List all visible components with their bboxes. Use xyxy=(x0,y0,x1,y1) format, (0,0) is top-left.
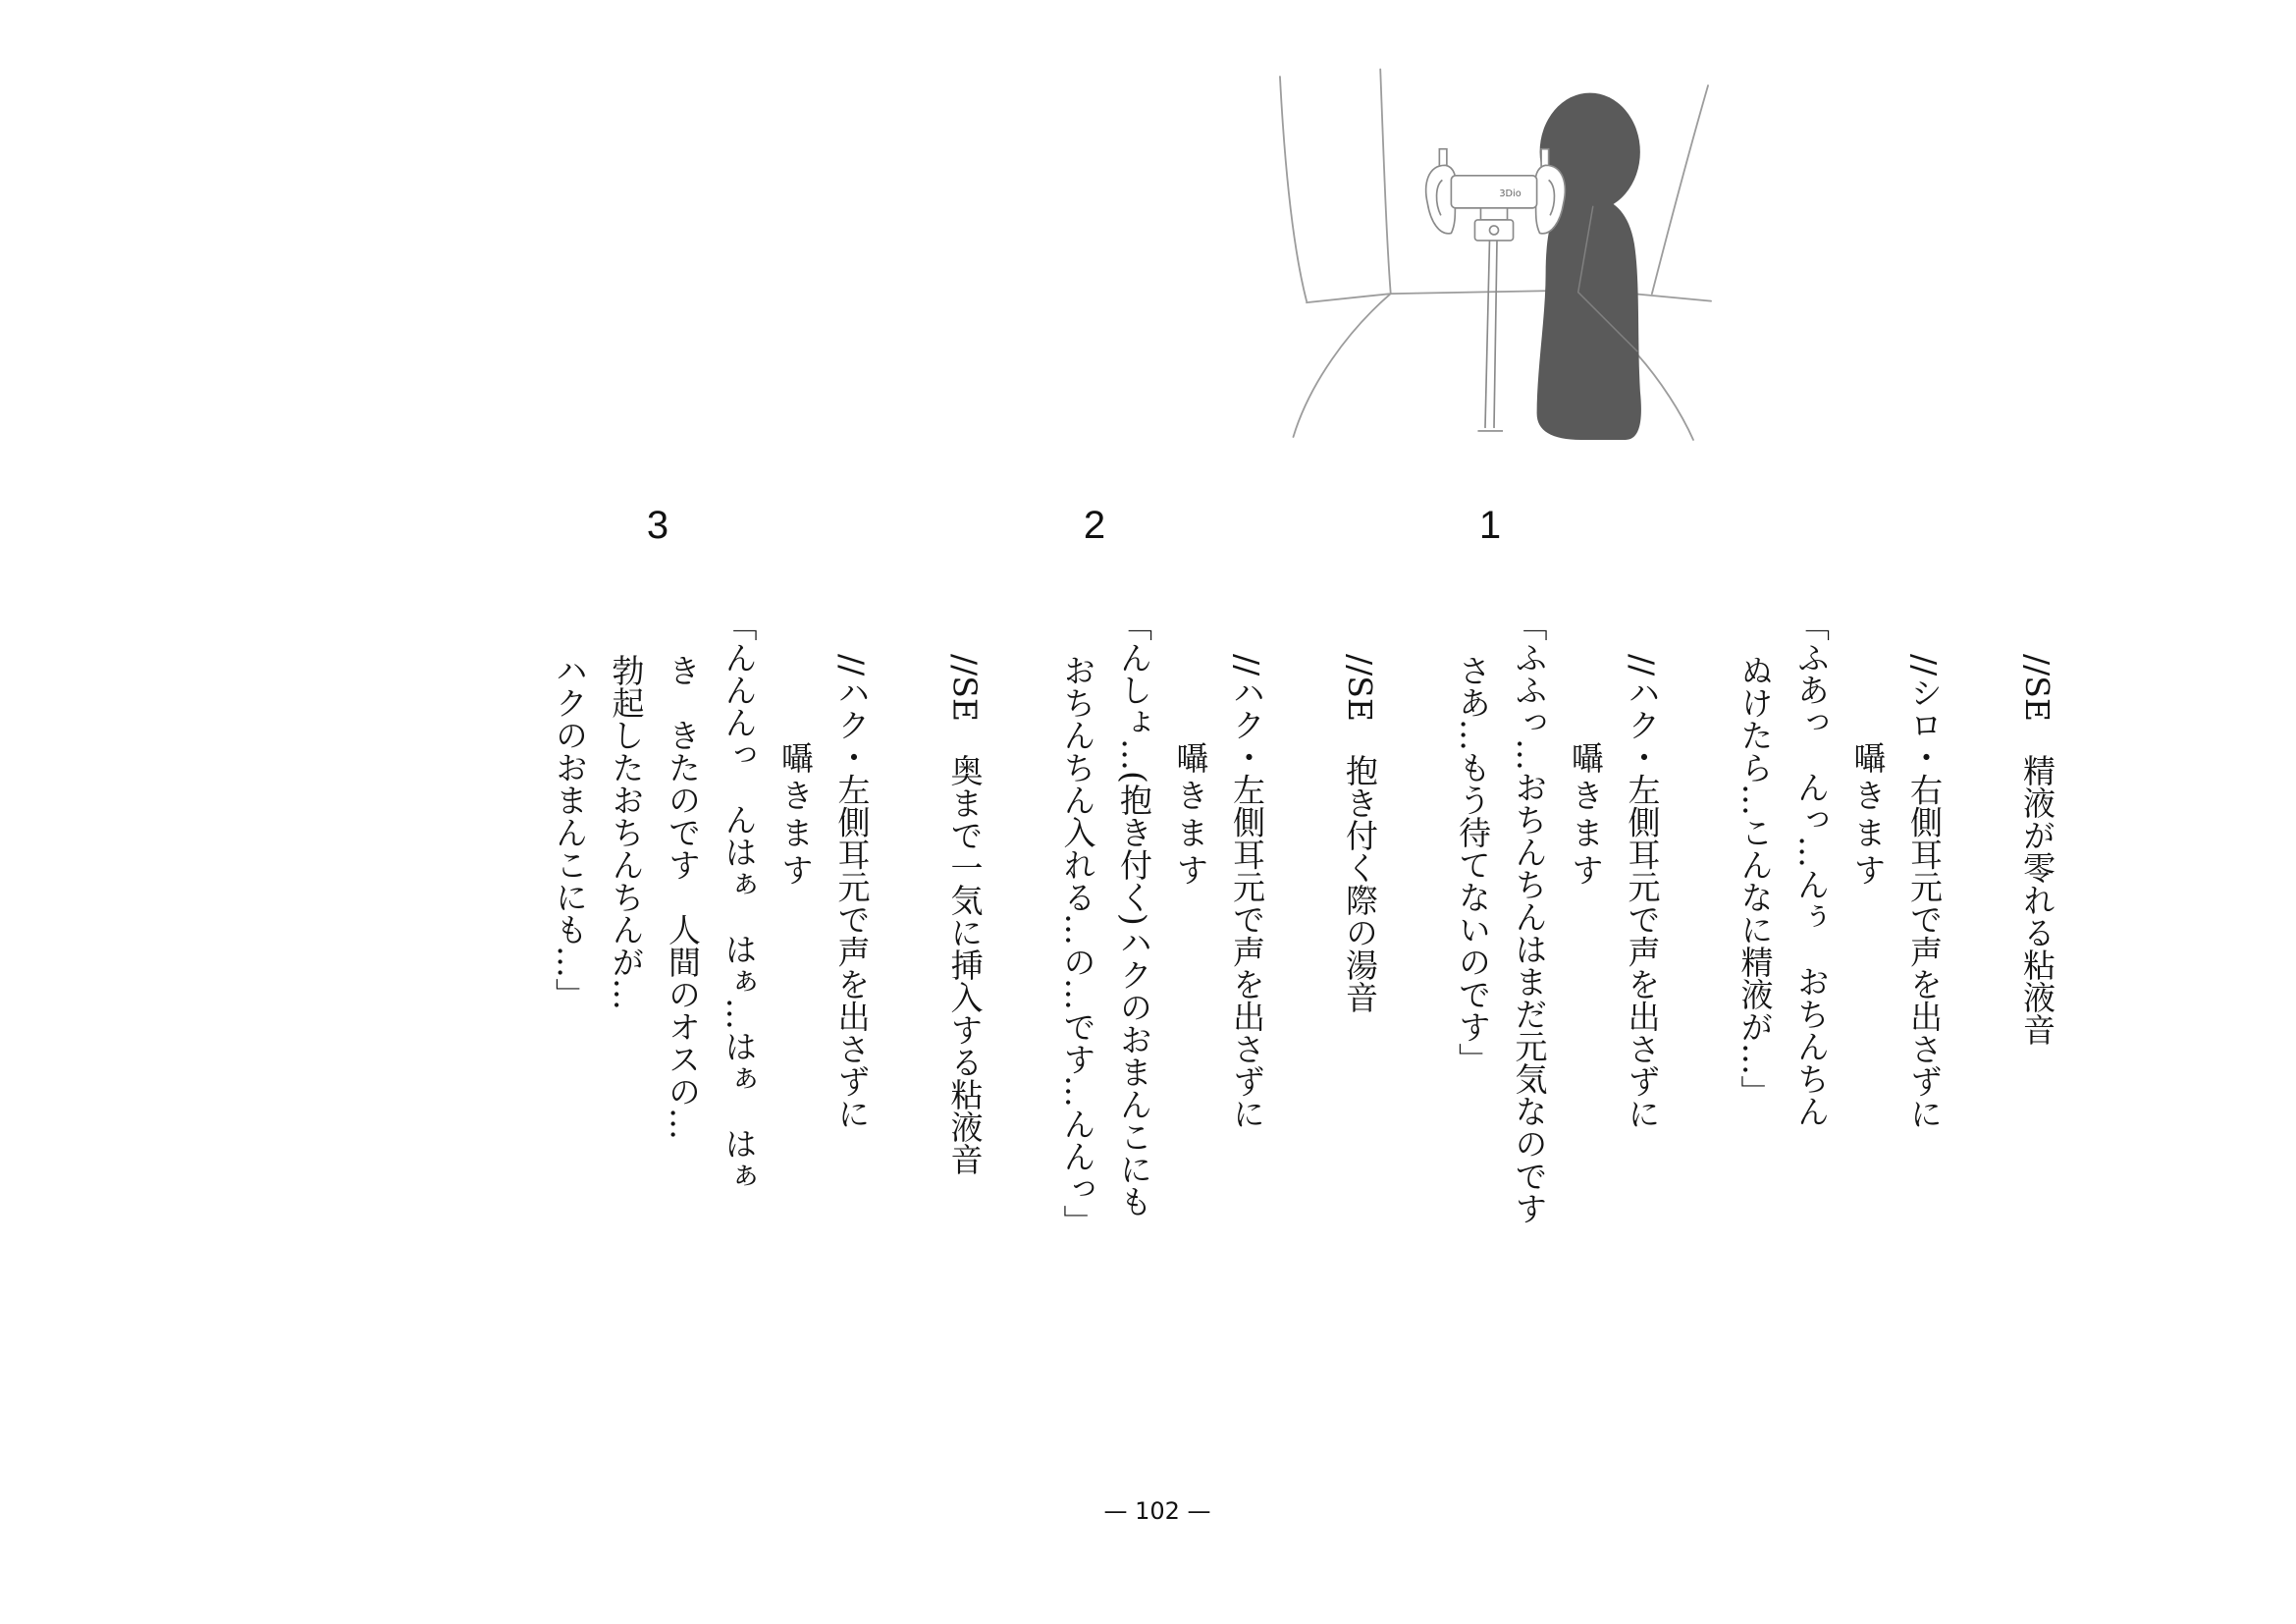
mic-ear-post-left xyxy=(1439,149,1447,167)
section-marker-1: 1 xyxy=(1478,504,1502,547)
script-block xyxy=(1049,609,1275,1414)
stage-direction: //SE 精液が零れる粘液音 xyxy=(2018,654,2056,1046)
script-block xyxy=(1727,609,1952,1414)
stage-direction-whisper: 囁きます xyxy=(1567,741,1605,891)
dialogue-line: 勃起したおちんちんが… xyxy=(607,654,646,1010)
dialogue-line: き きたのです 人間のオスの… xyxy=(664,654,702,1140)
mic-body xyxy=(1451,176,1536,208)
mic-stand-pole xyxy=(1485,241,1497,428)
dialogue-line: 「んんんっ んはぁ はぁ…はぁ はぁ xyxy=(720,609,759,1192)
left-floor-curve xyxy=(1293,294,1390,437)
stage-direction: //シロ・右側耳元で声を出さずに xyxy=(1905,654,1944,1130)
stage-direction: //ハク・左側耳元で声を出さずに xyxy=(1228,654,1266,1130)
dialogue-line: 「ふふっ…おちんちんはまだ元気なのです xyxy=(1510,609,1549,1224)
dialogue-line: ぬけたら…こんなに精液が…」 xyxy=(1735,654,1775,1108)
page-number: — 102 — xyxy=(1103,1497,1211,1525)
stage-direction-whisper: 囁きます xyxy=(776,741,815,891)
script-body xyxy=(542,609,2066,1414)
illustration xyxy=(1266,59,1728,452)
right-curtain-line xyxy=(1652,85,1708,294)
section-marker-2: 2 xyxy=(1083,504,1106,547)
floor-back-right-line xyxy=(1632,294,1711,301)
dialogue-line: ハクのおまんこにも…」 xyxy=(551,654,589,1010)
section-marker-3: 3 xyxy=(646,504,669,547)
right-floor-curve xyxy=(1637,354,1693,440)
dialogue-line: 「んしょ…(抱き付く)ハクのおまんこにも xyxy=(1115,609,1153,1218)
silhouette-body xyxy=(1537,200,1641,440)
script-block xyxy=(2009,609,2066,1414)
silhouette-figure xyxy=(1537,93,1641,440)
stage-direction-whisper: 囁きます xyxy=(1848,741,1888,891)
script-block xyxy=(1332,609,1389,1414)
left-curtain-line xyxy=(1280,77,1307,301)
stage-direction: //SE 奥まで一気に挿入する粘液音 xyxy=(945,654,985,1175)
mic-clamp-knob xyxy=(1489,226,1498,235)
stage-direction: //ハク・左側耳元で声を出さずに xyxy=(832,654,872,1130)
script-block xyxy=(1445,609,1671,1414)
mic-label: 3Dio xyxy=(1499,188,1522,199)
stage-direction: //ハク・左側耳元で声を出さずに xyxy=(1623,654,1662,1130)
script-block xyxy=(936,609,993,1414)
dialogue-line: 「ふあっ んっ…んぅ おちんちん xyxy=(1792,609,1831,1127)
mic-clamp-top xyxy=(1480,208,1507,220)
dialogue-line: おちんちん入れる…の…です…んんっ」 xyxy=(1058,654,1097,1237)
floor-back-left-line xyxy=(1307,294,1391,302)
mic-ear-post-right xyxy=(1541,149,1549,167)
dialogue-line: さあ…もう待てないのです」 xyxy=(1454,654,1492,1075)
stage-direction-whisper: 囁きます xyxy=(1171,741,1210,891)
stage-direction: //SE 抱き付く際の湯音 xyxy=(1341,654,1379,1013)
back-wall-left-line xyxy=(1380,70,1391,295)
floor-back-line xyxy=(1391,291,1552,294)
script-block xyxy=(542,609,881,1414)
